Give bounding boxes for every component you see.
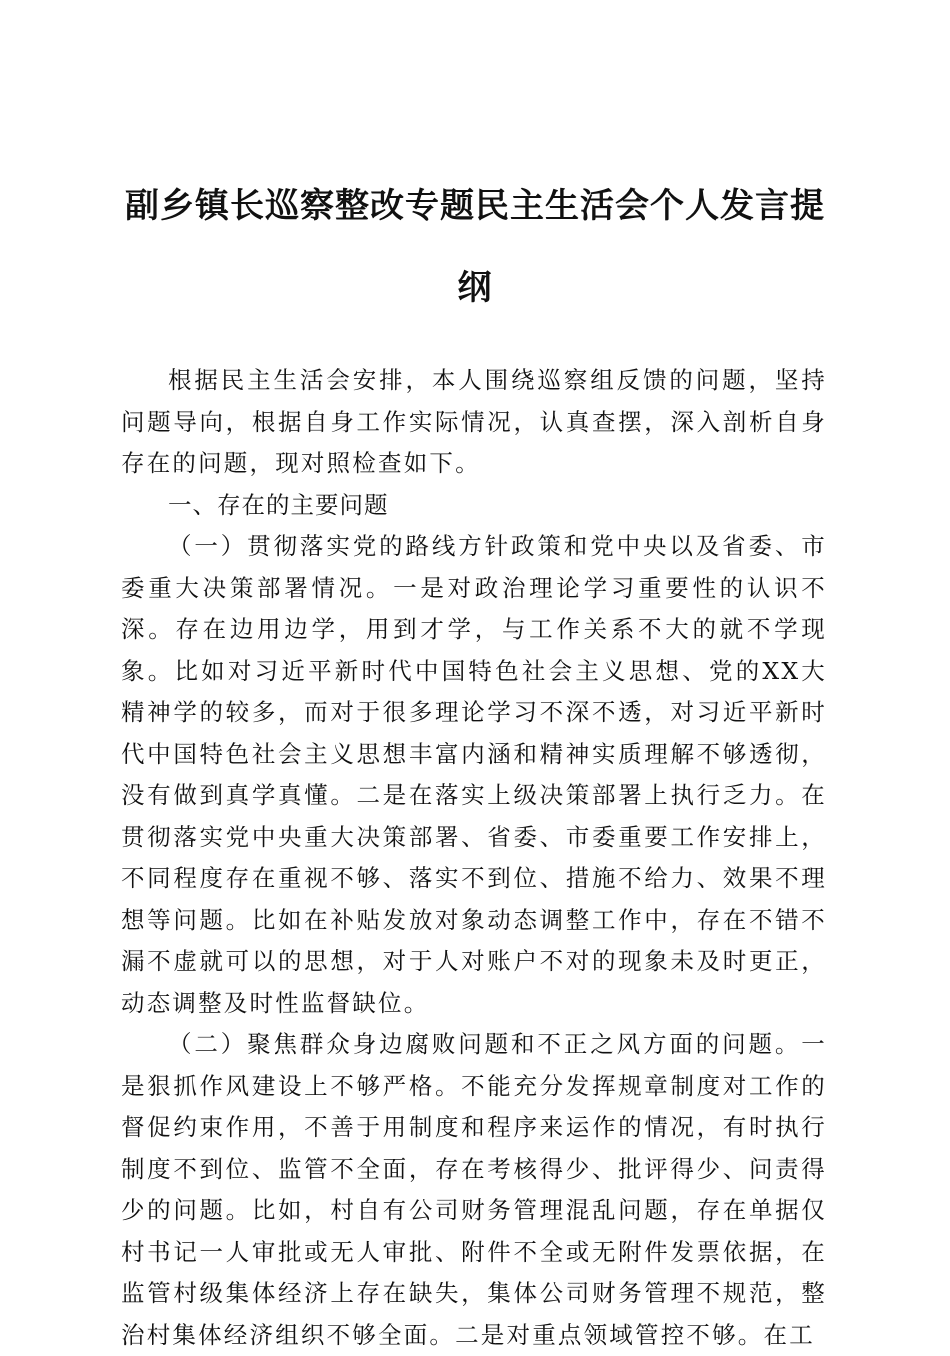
body-paragraph: （一）贯彻落实党的路线方针政策和党中央以及省委、市委重大决策部署情况。一是对政治理论学习重要性的认识不深。存在边用边学，用到才学，与工作关系不大的就不学现象。比如对习近平新时代中国特色社会主义思想、党的XX大精神学的较多，而对于很多理论学习不深不透，对习近平新时代中国特色社会主义思想丰富内涵和精神实质理解不够透彻，没有做到真学真懂。二是在落实上级决策部署上执行乏力。在贯彻落实党中央重大决策部署、省委、市委重要工作安排上，不同程度存在重视不够、落实不到位、措施不给力、效果不理想等问题。比如在补贴发放对象动态调整工作中，存在不错不漏不虚就可以的思想，对于人对账户不对的现象未及时更正，动态调整及时性监督缺位。 <box>121 532 827 1017</box>
document-title: 副乡镇长巡察整改专题民主生活会个人发言提纲 <box>125 186 825 308</box>
body-paragraph: （二）聚焦群众身边腐败问题和不正之风方面的问题。一是狠抓作风建设上不够严格。不能充分发挥规章制度对工作的督促约束作用，不善于用制度和程序来运作的情况，有时执行制度不到位、监管不全面，存在考核得少、批评得少、问责得少的问题。比如，村自有公司财务管理混乱问题，存在单据仅村书记一人审批或无人审批、附件不全或无附件发票依据，在监管村级集体经济上存在缺失，集体公司财务管理不规范，整治村集体经济组织不够全面。二是对重点领域管控不够。在工 <box>121 1030 827 1349</box>
document-body <box>121 360 827 1356</box>
section-heading: 一、存在的主要问题 <box>168 490 389 519</box>
intro-paragraph: 根据民主生活会安排，本人围绕巡察组反馈的问题，坚持问题导向，根据自身工作实际情况，认真查摆，深入剖析自身存在的问题，现对照检查如下。 <box>121 366 827 477</box>
